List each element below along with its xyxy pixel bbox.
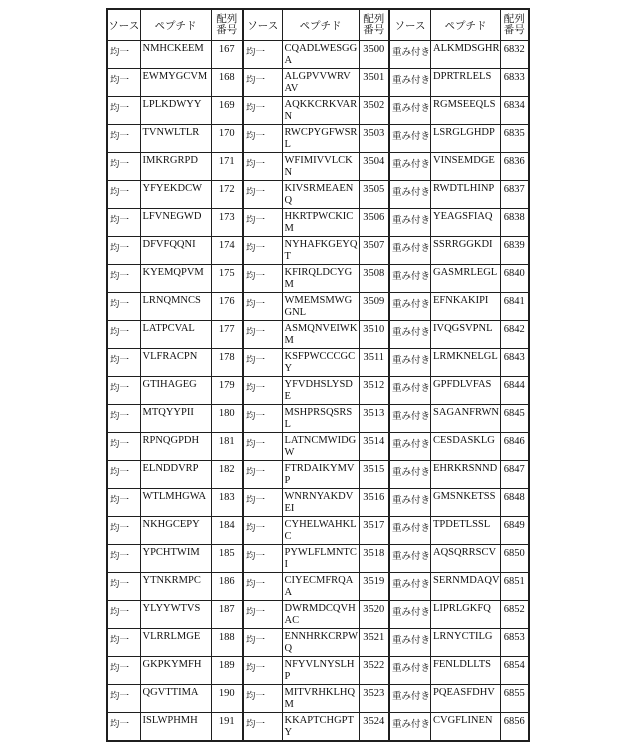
peptide-cell: LRNQMNCS <box>140 293 211 321</box>
peptide-cell: GPFDLVFAS <box>431 377 501 405</box>
peptide-cell: VLRRLMGE <box>140 629 211 657</box>
source-cell: 重み付き <box>389 181 431 209</box>
peptide-cell: KIVSRMEAEN Q <box>282 181 359 209</box>
seq-no-cell: 182 <box>211 461 243 489</box>
source-cell: 均一 <box>107 265 140 293</box>
source-cell: 重み付き <box>389 405 431 433</box>
seq-no-cell: 6854 <box>501 657 529 685</box>
source-cell: 均一 <box>243 97 282 125</box>
source-cell: 均一 <box>243 433 282 461</box>
table-row <box>107 573 529 601</box>
table-row <box>107 125 529 153</box>
seq-no-cell: 6849 <box>501 517 529 545</box>
peptide-cell: WNRNYAKDV EI <box>282 489 359 517</box>
peptide-cell: KKAPTCHGPT Y <box>282 713 359 742</box>
peptide-cell: ASMQNVEIWK M <box>282 321 359 349</box>
source-cell: 均一 <box>243 377 282 405</box>
seq-no-cell: 3504 <box>359 153 389 181</box>
peptide-cell: RWCPYGFWSR L <box>282 125 359 153</box>
table-row <box>107 433 529 461</box>
header-row <box>107 9 529 41</box>
peptide-cell: ELNDDVRP <box>140 461 211 489</box>
seq-no-cell: 173 <box>211 209 243 237</box>
peptide-cell: KFIRQLDCYG M <box>282 265 359 293</box>
peptide-cell: WMEMSMWG GNL <box>282 293 359 321</box>
source-cell: 重み付き <box>389 293 431 321</box>
seq-no-cell: 3515 <box>359 461 389 489</box>
seq-no-cell: 3503 <box>359 125 389 153</box>
seq-no-cell: 3519 <box>359 573 389 601</box>
table-row <box>107 629 529 657</box>
peptide-cell: PYWLFLMNTC I <box>282 545 359 573</box>
peptide-cell: SAGANFRWN <box>431 405 501 433</box>
source-cell: 均一 <box>243 237 282 265</box>
seq-no-cell: 181 <box>211 433 243 461</box>
seq-no-cell: 6856 <box>501 713 529 742</box>
peptide-cell: PQEASFDHV <box>431 685 501 713</box>
source-cell: 重み付き <box>389 657 431 685</box>
seq-no-cell: 169 <box>211 97 243 125</box>
seq-no-cell: 6855 <box>501 685 529 713</box>
source-cell: 重み付き <box>389 545 431 573</box>
peptide-cell: GASMRLEGL <box>431 265 501 293</box>
source-cell: 均一 <box>243 629 282 657</box>
peptide-cell: YFVDHSLYSD E <box>282 377 359 405</box>
peptide-cell: DWRMDCQVH AC <box>282 601 359 629</box>
seq-no-cell: 183 <box>211 489 243 517</box>
source-cell: 均一 <box>243 461 282 489</box>
seq-no-cell: 179 <box>211 377 243 405</box>
table-row <box>107 265 529 293</box>
peptide-cell: SERNMDAQV <box>431 573 501 601</box>
seq-no-cell: 3509 <box>359 293 389 321</box>
peptide-cell: RPNQGPDH <box>140 433 211 461</box>
peptide-cell: DPRTRLELS <box>431 69 501 97</box>
peptide-cell: SSRRGGKDI <box>431 237 501 265</box>
table-row <box>107 657 529 685</box>
peptide-cell: YTNKRMPC <box>140 573 211 601</box>
seq-no-cell: 174 <box>211 237 243 265</box>
seq-no-cell: 3520 <box>359 601 389 629</box>
col-header-source-2: ソース <box>243 9 282 41</box>
seq-no-cell: 3511 <box>359 349 389 377</box>
source-cell: 均一 <box>107 489 140 517</box>
peptide-cell: LFVNEGWD <box>140 209 211 237</box>
source-cell: 重み付き <box>389 321 431 349</box>
seq-no-cell: 3508 <box>359 265 389 293</box>
peptide-cell: AQSQRRSCV <box>431 545 501 573</box>
peptide-cell: ISLWPHMH <box>140 713 211 742</box>
source-cell: 均一 <box>107 433 140 461</box>
seq-no-cell: 6848 <box>501 489 529 517</box>
source-cell: 均一 <box>107 237 140 265</box>
peptide-cell: ALKMDSGHR <box>431 41 501 69</box>
source-cell: 均一 <box>243 405 282 433</box>
seq-no-cell: 3516 <box>359 489 389 517</box>
table-row <box>107 97 529 125</box>
seq-no-cell: 6837 <box>501 181 529 209</box>
source-cell: 重み付き <box>389 41 431 69</box>
source-cell: 重み付き <box>389 209 431 237</box>
peptide-cell: VLFRACPN <box>140 349 211 377</box>
seq-no-cell: 6836 <box>501 153 529 181</box>
peptide-cell: DFVFQQNI <box>140 237 211 265</box>
peptide-cell: LIPRLGKFQ <box>431 601 501 629</box>
source-cell: 均一 <box>243 321 282 349</box>
seq-no-cell: 6846 <box>501 433 529 461</box>
source-cell: 均一 <box>107 377 140 405</box>
seq-no-cell: 3500 <box>359 41 389 69</box>
peptide-cell: TVNWLTLR <box>140 125 211 153</box>
seq-no-cell: 6838 <box>501 209 529 237</box>
source-cell: 重み付き <box>389 237 431 265</box>
peptide-cell: RWDTLHINP <box>431 181 501 209</box>
seq-no-cell: 6834 <box>501 97 529 125</box>
source-cell: 重み付き <box>389 713 431 742</box>
peptide-cell: IVQGSVPNL <box>431 321 501 349</box>
source-cell: 重み付き <box>389 601 431 629</box>
peptide-cell: LRMKNELGL <box>431 349 501 377</box>
peptide-cell: LATPCVAL <box>140 321 211 349</box>
seq-no-cell: 3501 <box>359 69 389 97</box>
seq-no-cell: 3506 <box>359 209 389 237</box>
col-header-source-3: ソース <box>389 9 431 41</box>
seq-no-cell: 3522 <box>359 657 389 685</box>
peptide-cell: HKRTPWCKIC M <box>282 209 359 237</box>
peptide-cell: EHRKRSNND <box>431 461 501 489</box>
source-cell: 重み付き <box>389 153 431 181</box>
table-row <box>107 153 529 181</box>
seq-no-cell: 189 <box>211 657 243 685</box>
peptide-cell: RGMSEEQLS <box>431 97 501 125</box>
seq-no-cell: 6845 <box>501 405 529 433</box>
source-cell: 重み付き <box>389 489 431 517</box>
table-row <box>107 349 529 377</box>
source-cell: 均一 <box>107 685 140 713</box>
peptide-cell: WFIMIVVLCK N <box>282 153 359 181</box>
source-cell: 均一 <box>107 545 140 573</box>
table-row <box>107 69 529 97</box>
table-row <box>107 377 529 405</box>
source-cell: 重み付き <box>389 629 431 657</box>
table-row <box>107 237 529 265</box>
source-cell: 均一 <box>243 181 282 209</box>
source-cell: 均一 <box>107 461 140 489</box>
source-cell: 重み付き <box>389 349 431 377</box>
seq-no-cell: 177 <box>211 321 243 349</box>
col-header-peptide-1: ペプチド <box>140 9 211 41</box>
peptide-cell: CESDASKLG <box>431 433 501 461</box>
col-header-seq-no-3: 配列 番号 <box>501 9 529 41</box>
table-header <box>107 9 529 41</box>
peptide-sequence-table <box>106 8 530 742</box>
seq-no-cell: 6840 <box>501 265 529 293</box>
peptide-cell: EWMYGCVM <box>140 69 211 97</box>
seq-no-cell: 3524 <box>359 713 389 742</box>
source-cell: 均一 <box>107 293 140 321</box>
seq-no-cell: 3513 <box>359 405 389 433</box>
seq-no-cell: 6847 <box>501 461 529 489</box>
source-cell: 重み付き <box>389 125 431 153</box>
peptide-cell: CIYECMFRQA A <box>282 573 359 601</box>
source-cell: 均一 <box>243 41 282 69</box>
table-row <box>107 209 529 237</box>
seq-no-cell: 3505 <box>359 181 389 209</box>
seq-no-cell: 3523 <box>359 685 389 713</box>
seq-no-cell: 6852 <box>501 601 529 629</box>
table-row <box>107 713 529 742</box>
col-header-source-1: ソース <box>107 9 140 41</box>
source-cell: 均一 <box>243 349 282 377</box>
peptide-cell: EFNKAKIPI <box>431 293 501 321</box>
peptide-cell: YLYYWTVS <box>140 601 211 629</box>
peptide-cell: ENNHRKCRPW Q <box>282 629 359 657</box>
peptide-cell: NFYVLNYSLH P <box>282 657 359 685</box>
seq-no-cell: 185 <box>211 545 243 573</box>
seq-no-cell: 6844 <box>501 377 529 405</box>
seq-no-cell: 167 <box>211 41 243 69</box>
peptide-cell: LPLKDWYY <box>140 97 211 125</box>
peptide-cell: LRNYCTILG <box>431 629 501 657</box>
source-cell: 均一 <box>243 489 282 517</box>
source-cell: 均一 <box>107 573 140 601</box>
seq-no-cell: 191 <box>211 713 243 742</box>
table-row <box>107 181 529 209</box>
seq-no-cell: 6832 <box>501 41 529 69</box>
source-cell: 均一 <box>243 153 282 181</box>
col-header-peptide-3: ペプチド <box>431 9 501 41</box>
peptide-cell: MSHPRSQSRSL <box>282 405 359 433</box>
seq-no-cell: 3507 <box>359 237 389 265</box>
source-cell: 重み付き <box>389 69 431 97</box>
source-cell: 均一 <box>243 209 282 237</box>
table-row <box>107 685 529 713</box>
table-row <box>107 461 529 489</box>
source-cell: 均一 <box>107 181 140 209</box>
source-cell: 均一 <box>107 713 140 742</box>
col-header-peptide-2: ペプチド <box>282 9 359 41</box>
source-cell: 均一 <box>107 153 140 181</box>
seq-no-cell: 176 <box>211 293 243 321</box>
table-row <box>107 41 529 69</box>
peptide-cell: NKHGCEPY <box>140 517 211 545</box>
seq-no-cell: 190 <box>211 685 243 713</box>
seq-no-cell: 186 <box>211 573 243 601</box>
source-cell: 重み付き <box>389 265 431 293</box>
seq-no-cell: 6839 <box>501 237 529 265</box>
peptide-cell: MTQYYPII <box>140 405 211 433</box>
seq-no-cell: 184 <box>211 517 243 545</box>
source-cell: 均一 <box>107 321 140 349</box>
seq-no-cell: 3512 <box>359 377 389 405</box>
source-cell: 重み付き <box>389 573 431 601</box>
seq-no-cell: 178 <box>211 349 243 377</box>
peptide-cell: CVGFLINEN <box>431 713 501 742</box>
source-cell: 均一 <box>243 601 282 629</box>
peptide-cell: GMSNKETSS <box>431 489 501 517</box>
table-row <box>107 601 529 629</box>
peptide-cell: VINSEMDGE <box>431 153 501 181</box>
peptide-cell: QGVTTIMA <box>140 685 211 713</box>
peptide-cell: KSFPWCCCGC Y <box>282 349 359 377</box>
source-cell: 均一 <box>107 41 140 69</box>
source-cell: 均一 <box>107 209 140 237</box>
peptide-cell: YPCHTWIM <box>140 545 211 573</box>
seq-no-cell: 6853 <box>501 629 529 657</box>
source-cell: 重み付き <box>389 377 431 405</box>
source-cell: 均一 <box>107 629 140 657</box>
source-cell: 均一 <box>243 573 282 601</box>
seq-no-cell: 6851 <box>501 573 529 601</box>
seq-no-cell: 6850 <box>501 545 529 573</box>
source-cell: 均一 <box>243 685 282 713</box>
peptide-cell: KYEMQPVM <box>140 265 211 293</box>
peptide-cell: YFYEKDCW <box>140 181 211 209</box>
source-cell: 均一 <box>107 97 140 125</box>
table-row <box>107 405 529 433</box>
table-row <box>107 321 529 349</box>
source-cell: 均一 <box>107 125 140 153</box>
seq-no-cell: 3518 <box>359 545 389 573</box>
source-cell: 均一 <box>243 657 282 685</box>
seq-no-cell: 168 <box>211 69 243 97</box>
source-cell: 均一 <box>107 601 140 629</box>
source-cell: 均一 <box>107 349 140 377</box>
peptide-cell: WTLMHGWA <box>140 489 211 517</box>
peptide-cell: GTIHAGEG <box>140 377 211 405</box>
source-cell: 重み付き <box>389 685 431 713</box>
source-cell: 重み付き <box>389 461 431 489</box>
source-cell: 均一 <box>243 293 282 321</box>
source-cell: 重み付き <box>389 97 431 125</box>
seq-no-cell: 3517 <box>359 517 389 545</box>
col-header-seq-no-1: 配列 番号 <box>211 9 243 41</box>
table-row <box>107 489 529 517</box>
peptide-cell: NYHAFKGEYQ T <box>282 237 359 265</box>
seq-no-cell: 6833 <box>501 69 529 97</box>
peptide-cell: NMHCKEEM <box>140 41 211 69</box>
seq-no-cell: 170 <box>211 125 243 153</box>
col-header-seq-no-2: 配列 番号 <box>359 9 389 41</box>
peptide-cell: TPDETLSSL <box>431 517 501 545</box>
source-cell: 均一 <box>107 657 140 685</box>
source-cell: 均一 <box>107 69 140 97</box>
source-cell: 重み付き <box>389 433 431 461</box>
peptide-cell: LATNCMWIDG W <box>282 433 359 461</box>
seq-no-cell: 172 <box>211 181 243 209</box>
source-cell: 重み付き <box>389 517 431 545</box>
seq-no-cell: 180 <box>211 405 243 433</box>
table-row <box>107 545 529 573</box>
peptide-cell: GKPKYMFH <box>140 657 211 685</box>
source-cell: 均一 <box>243 125 282 153</box>
seq-no-cell: 3521 <box>359 629 389 657</box>
source-cell: 均一 <box>107 405 140 433</box>
seq-no-cell: 6835 <box>501 125 529 153</box>
source-cell: 均一 <box>107 517 140 545</box>
seq-no-cell: 3502 <box>359 97 389 125</box>
peptide-cell: ALGPVVWRV AV <box>282 69 359 97</box>
seq-no-cell: 6842 <box>501 321 529 349</box>
table-row <box>107 517 529 545</box>
source-cell: 均一 <box>243 69 282 97</box>
source-cell: 均一 <box>243 265 282 293</box>
peptide-cell: CYHELWAHKL C <box>282 517 359 545</box>
peptide-cell: IMKRGRPD <box>140 153 211 181</box>
source-cell: 均一 <box>243 545 282 573</box>
table-body <box>107 41 529 742</box>
peptide-cell: FTRDAIKYMV P <box>282 461 359 489</box>
peptide-cell: CQADLWESGG A <box>282 41 359 69</box>
source-cell: 均一 <box>243 517 282 545</box>
peptide-cell: MITVRHKLHQ M <box>282 685 359 713</box>
peptide-cell: LSRGLGHDP <box>431 125 501 153</box>
table-row <box>107 293 529 321</box>
peptide-cell: YEAGSFIAQ <box>431 209 501 237</box>
seq-no-cell: 175 <box>211 265 243 293</box>
seq-no-cell: 171 <box>211 153 243 181</box>
source-cell: 均一 <box>243 713 282 742</box>
peptide-cell: FENLDLLTS <box>431 657 501 685</box>
seq-no-cell: 6841 <box>501 293 529 321</box>
seq-no-cell: 3510 <box>359 321 389 349</box>
seq-no-cell: 187 <box>211 601 243 629</box>
seq-no-cell: 6843 <box>501 349 529 377</box>
seq-no-cell: 188 <box>211 629 243 657</box>
peptide-cell: AQKKCRKVAR N <box>282 97 359 125</box>
seq-no-cell: 3514 <box>359 433 389 461</box>
